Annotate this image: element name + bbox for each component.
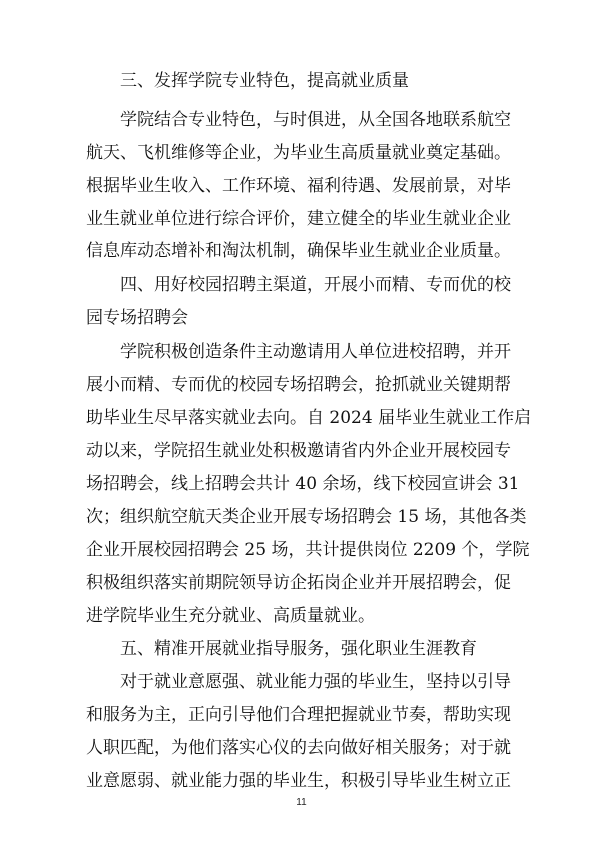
paragraph-line: 根据毕业生收入、工作环境、福利待遇、发展前景，对毕: [86, 176, 511, 196]
paragraph-line: 学院结合专业特色，与时俱进，从全国各地联系航空: [120, 110, 511, 130]
paragraph-line: 业生就业单位进行综合评价，建立健全的毕业生就业企业: [86, 209, 511, 229]
paragraph-line: 场招聘会，线上招聘会共计 40 余场，线下校园宣讲会 31: [86, 474, 520, 494]
paragraph-line: 助毕业生尽早落实就业去向。自 2024 届毕业生就业工作启: [86, 408, 532, 428]
paragraph-line: 人职匹配，为他们落实心仪的去向做好相关服务；对于就: [86, 738, 511, 758]
paragraph-line: 业意愿弱、就业能力强的毕业生，积极引导毕业生树立正: [86, 771, 511, 791]
page-number: 11: [296, 797, 307, 808]
paragraph-line: 对于就业意愿强、就业能力强的毕业生，坚持以引导: [120, 672, 511, 692]
paragraph-line: 航天、飞机维修等企业，为毕业生高质量就业奠定基础。: [86, 143, 511, 163]
section-heading-5: 五、精准开展就业指导服务，强化职业生涯教育: [120, 639, 477, 659]
section-heading-4-cont: 园专场招聘会: [86, 308, 188, 328]
paragraph-line: 展小而精、专而优的校园专场招聘会，抢抓就业关键期帮: [86, 375, 511, 395]
paragraph-line: 学院积极创造条件主动邀请用人单位进校招聘，并开: [120, 342, 511, 362]
paragraph-line: 动以来，学院招生就业处积极邀请省内外企业开展校园专: [86, 441, 511, 461]
paragraph-line: 积极组织落实前期院领导访企拓岗企业并开展招聘会，促: [86, 573, 511, 593]
section-heading-4: 四、用好校园招聘主渠道，开展小而精、专而优的校: [120, 275, 511, 295]
paragraph-line: 和服务为主，正向引导他们合理把握就业节奏，帮助实现: [86, 705, 511, 725]
paragraph-line: 信息库动态增补和淘汰机制，确保毕业生就业企业质量。: [86, 241, 511, 261]
section-heading-3: 三、发挥学院专业特色，提高就业质量: [120, 71, 409, 91]
paragraph-line: 次；组织航空航天类企业开展专场招聘会 15 场，其他各类: [86, 507, 527, 527]
paragraph-line: 企业开展校园招聘会 25 场，共计提供岗位 2209 个，学院: [86, 540, 530, 560]
paragraph-line: 进学院毕业生充分就业、高质量就业。: [86, 606, 375, 626]
